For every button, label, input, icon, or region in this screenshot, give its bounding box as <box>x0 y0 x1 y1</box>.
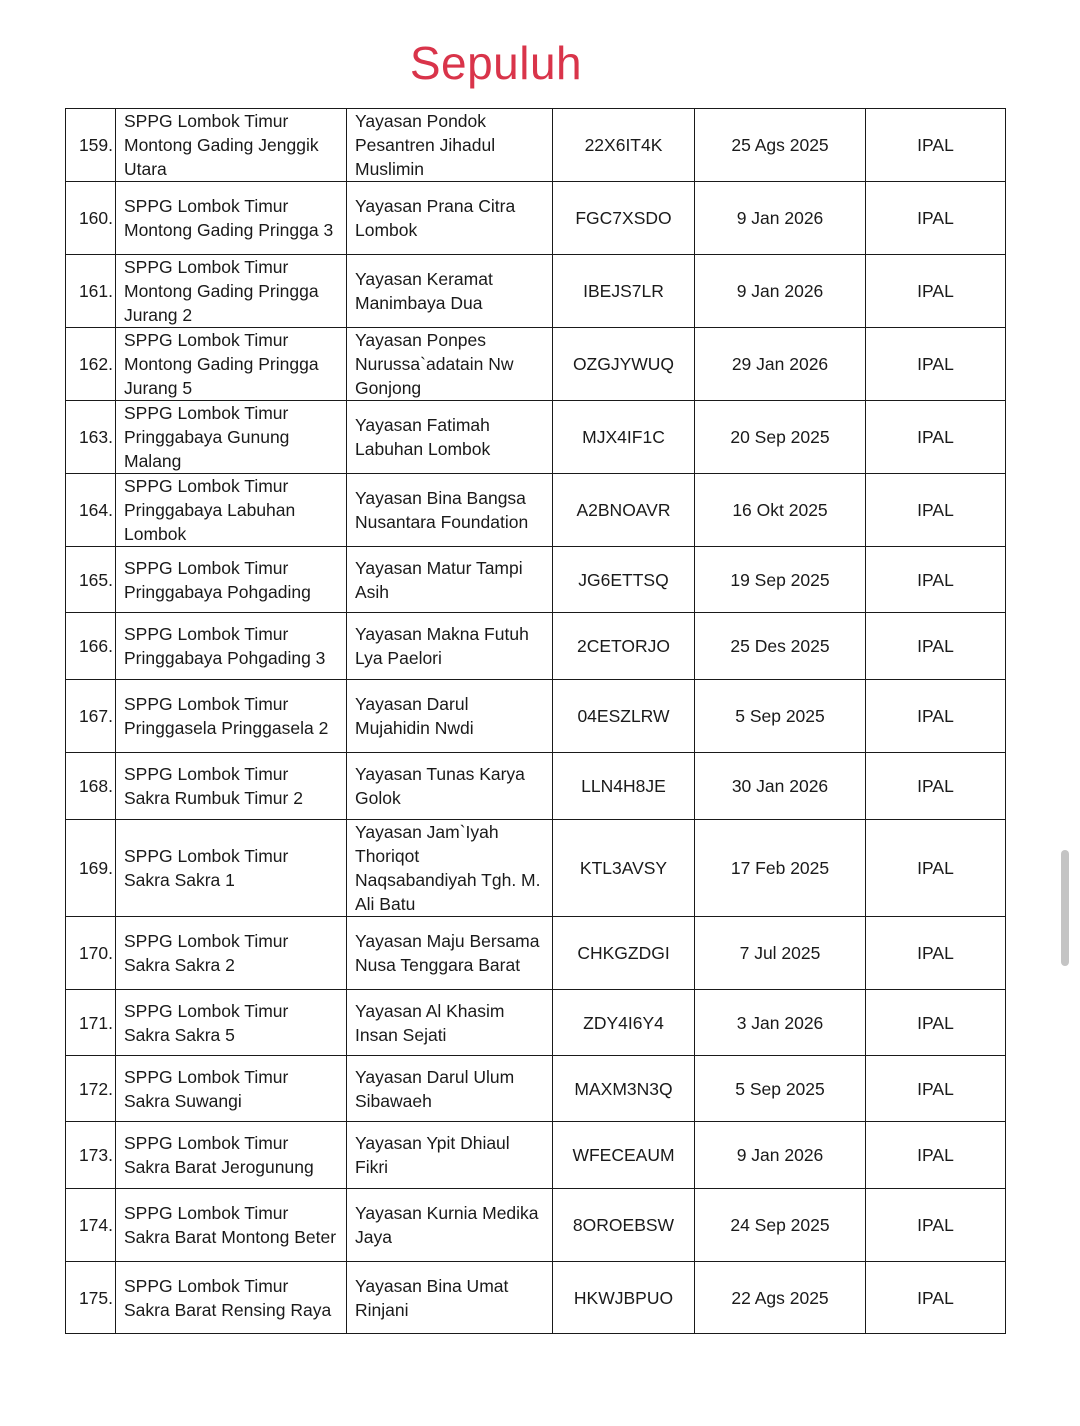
table-row <box>66 547 1006 613</box>
sppg-name: SPPG Lombok Timur Sakra Sakra 5 <box>116 990 347 1056</box>
sppg-name: SPPG Lombok Timur Sakra Rumbuk Timur 2 <box>116 753 347 820</box>
sppg-name: SPPG Lombok Timur Sakra Sakra 1 <box>116 820 347 917</box>
foundation-name: Yayasan Prana Citra Lombok <box>347 182 553 255</box>
row-number: 172. <box>66 1056 116 1122</box>
type: IPAL <box>866 917 1006 990</box>
type: IPAL <box>866 1122 1006 1189</box>
table-row <box>66 990 1006 1056</box>
registration-code: 2CETORJO <box>553 613 695 680</box>
row-number: 159. <box>66 109 116 182</box>
type: IPAL <box>866 990 1006 1056</box>
sppg-name: SPPG Lombok Timur Pringgabaya Pohgading 3 <box>116 613 347 680</box>
row-number: 174. <box>66 1189 116 1262</box>
foundation-name: Yayasan Fatimah Labuhan Lombok <box>347 401 553 474</box>
row-number: 173. <box>66 1122 116 1189</box>
sppg-name: SPPG Lombok Timur Pringgabaya Gunung Malang <box>116 401 347 474</box>
foundation-name: Yayasan Keramat Manimbaya Dua <box>347 255 553 328</box>
table-body <box>66 109 1006 1334</box>
date: 16 Okt 2025 <box>695 474 866 547</box>
date: 24 Sep 2025 <box>695 1189 866 1262</box>
type: IPAL <box>866 1262 1006 1334</box>
type: IPAL <box>866 255 1006 328</box>
registration-code: 04ESZLRW <box>553 680 695 753</box>
table-row <box>66 1056 1006 1122</box>
table-row <box>66 680 1006 753</box>
page-title: Sepuluh <box>409 37 583 89</box>
date: 5 Sep 2025 <box>695 680 866 753</box>
type: IPAL <box>866 820 1006 917</box>
row-number: 171. <box>66 990 116 1056</box>
table-row <box>66 1122 1006 1189</box>
registration-code: ZDY4I6Y4 <box>553 990 695 1056</box>
registration-code: HKWJBPUO <box>553 1262 695 1334</box>
foundation-name: Yayasan Matur Tampi Asih <box>347 547 553 613</box>
foundation-name: Yayasan Ponpes Nurussa`adatain Nw Gonjong <box>347 328 553 401</box>
foundation-name: Yayasan Maju Bersama Nusa Tenggara Barat <box>347 917 553 990</box>
table-row <box>66 820 1006 917</box>
table-row <box>66 109 1006 182</box>
sppg-name: SPPG Lombok Timur Pringgabaya Pohgading <box>116 547 347 613</box>
sppg-name: SPPG Lombok Timur Sakra Barat Rensing Raya <box>116 1262 347 1334</box>
row-number: 161. <box>66 255 116 328</box>
sppg-name: SPPG Lombok Timur Sakra Barat Montong Beter <box>116 1189 347 1262</box>
date: 29 Jan 2026 <box>695 328 866 401</box>
sppg-name: SPPG Lombok Timur Montong Gading Pringga 3 <box>116 182 347 255</box>
type: IPAL <box>866 753 1006 820</box>
registration-code: JG6ETTSQ <box>553 547 695 613</box>
table-row <box>66 401 1006 474</box>
foundation-name: Yayasan Darul Ulum Sibawaeh <box>347 1056 553 1122</box>
registration-code: OZGJYWUQ <box>553 328 695 401</box>
foundation-name: Yayasan Tunas Karya Golok <box>347 753 553 820</box>
sppg-name: SPPG Lombok Timur Montong Gading Pringga Jurang 5 <box>116 328 347 401</box>
table-row <box>66 182 1006 255</box>
type: IPAL <box>866 109 1006 182</box>
row-number: 163. <box>66 401 116 474</box>
table-row <box>66 1262 1006 1334</box>
date: 19 Sep 2025 <box>695 547 866 613</box>
date: 20 Sep 2025 <box>695 401 866 474</box>
table-row <box>66 328 1006 401</box>
row-number: 162. <box>66 328 116 401</box>
foundation-name: Yayasan Jam`Iyah Thoriqot Naqsabandiyah Tgh. M. Ali Batu <box>347 820 553 917</box>
date: 25 Des 2025 <box>695 613 866 680</box>
date: 25 Ags 2025 <box>695 109 866 182</box>
registration-code: IBEJS7LR <box>553 255 695 328</box>
row-number: 170. <box>66 917 116 990</box>
scrollbar-thumb[interactable] <box>1061 850 1069 966</box>
registration-code: WFECEAUM <box>553 1122 695 1189</box>
table-row <box>66 753 1006 820</box>
type: IPAL <box>866 680 1006 753</box>
registration-code: 8OROEBSW <box>553 1189 695 1262</box>
foundation-name: Yayasan Bina Bangsa Nusantara Foundation <box>347 474 553 547</box>
row-number: 160. <box>66 182 116 255</box>
type: IPAL <box>866 182 1006 255</box>
sppg-table <box>65 108 1006 1334</box>
table-row <box>66 255 1006 328</box>
foundation-name: Yayasan Kurnia Medika Jaya <box>347 1189 553 1262</box>
table-row <box>66 1189 1006 1262</box>
registration-code: 22X6IT4K <box>553 109 695 182</box>
date: 9 Jan 2026 <box>695 182 866 255</box>
sppg-name: SPPG Lombok Timur Montong Gading Jenggik Utara <box>116 109 347 182</box>
sppg-name: SPPG Lombok Timur Pringgabaya Labuhan Lombok <box>116 474 347 547</box>
type: IPAL <box>866 613 1006 680</box>
foundation-name: Yayasan Darul Mujahidin Nwdi <box>347 680 553 753</box>
registration-code: MJX4IF1C <box>553 401 695 474</box>
type: IPAL <box>866 328 1006 401</box>
date: 9 Jan 2026 <box>695 255 866 328</box>
row-number: 164. <box>66 474 116 547</box>
registration-code: A2BNOAVR <box>553 474 695 547</box>
date: 5 Sep 2025 <box>695 1056 866 1122</box>
date: 7 Jul 2025 <box>695 917 866 990</box>
registration-code: MAXM3N3Q <box>553 1056 695 1122</box>
foundation-name: Yayasan Ypit Dhiaul Fikri <box>347 1122 553 1189</box>
row-number: 165. <box>66 547 116 613</box>
foundation-name: Yayasan Pondok Pesantren Jihadul Muslimin <box>347 109 553 182</box>
row-number: 167. <box>66 680 116 753</box>
row-number: 166. <box>66 613 116 680</box>
type: IPAL <box>866 1189 1006 1262</box>
table-row <box>66 613 1006 680</box>
table-row <box>66 917 1006 990</box>
registration-code: KTL3AVSY <box>553 820 695 917</box>
sppg-name: SPPG Lombok Timur Sakra Sakra 2 <box>116 917 347 990</box>
date: 3 Jan 2026 <box>695 990 866 1056</box>
foundation-name: Yayasan Makna Futuh Lya Paelori <box>347 613 553 680</box>
type: IPAL <box>866 1056 1006 1122</box>
sppg-name: SPPG Lombok Timur Pringgasela Pringgasela 2 <box>116 680 347 753</box>
sppg-name: SPPG Lombok Timur Sakra Suwangi <box>116 1056 347 1122</box>
sppg-name: SPPG Lombok Timur Montong Gading Pringga Jurang 2 <box>116 255 347 328</box>
registration-code: CHKGZDGI <box>553 917 695 990</box>
type: IPAL <box>866 547 1006 613</box>
row-number: 169. <box>66 820 116 917</box>
date: 22 Ags 2025 <box>695 1262 866 1334</box>
foundation-name: Yayasan Bina Umat Rinjani <box>347 1262 553 1334</box>
date: 9 Jan 2026 <box>695 1122 866 1189</box>
registration-code: FGC7XSDO <box>553 182 695 255</box>
type: IPAL <box>866 401 1006 474</box>
foundation-name: Yayasan Al Khasim Insan Sejati <box>347 990 553 1056</box>
date: 30 Jan 2026 <box>695 753 866 820</box>
registration-code: LLN4H8JE <box>553 753 695 820</box>
table-row <box>66 474 1006 547</box>
type: IPAL <box>866 474 1006 547</box>
row-number: 175. <box>66 1262 116 1334</box>
row-number: 168. <box>66 753 116 820</box>
date: 17 Feb 2025 <box>695 820 866 917</box>
sppg-name: SPPG Lombok Timur Sakra Barat Jerogunung <box>116 1122 347 1189</box>
